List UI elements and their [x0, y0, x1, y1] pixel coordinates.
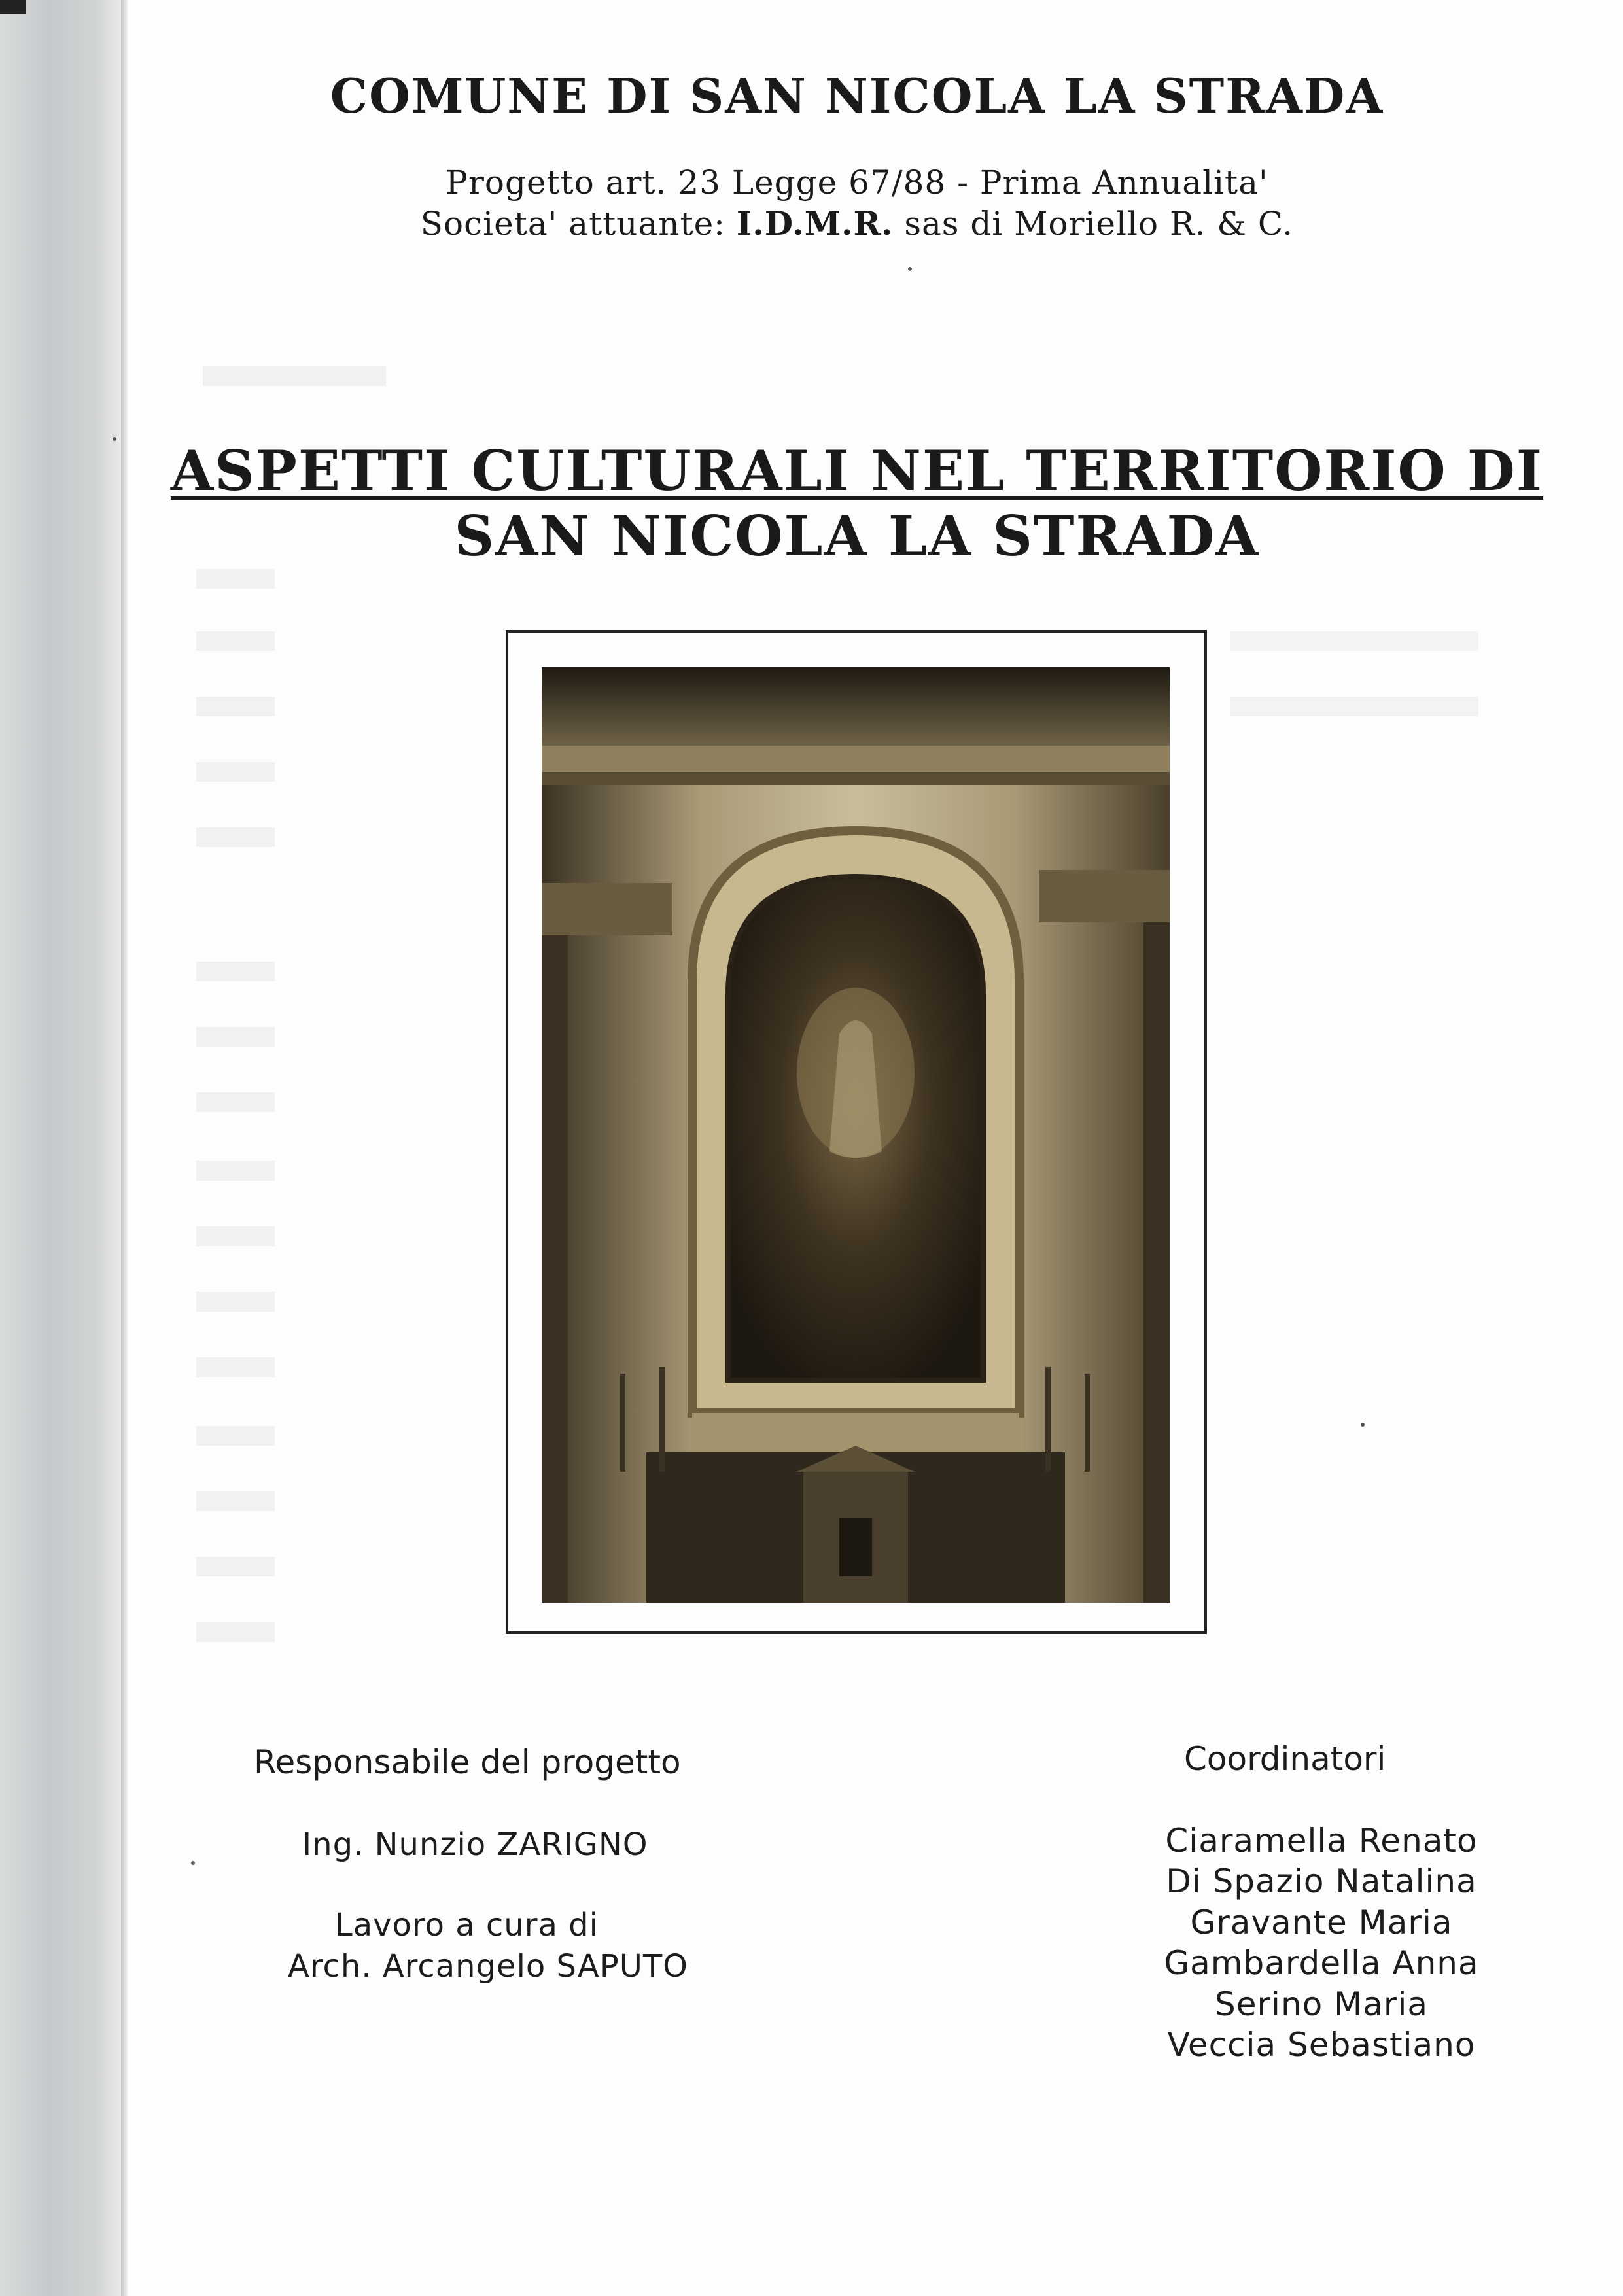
photo-cornice-shadow [542, 772, 1170, 785]
coordinators-heading: Coordinatori [1184, 1740, 1386, 1778]
implementing-company-details: sas di Moriello R. & C. [893, 205, 1294, 243]
scan-speck [191, 1861, 195, 1865]
scan-speck [908, 267, 912, 271]
scan-speck [113, 437, 116, 441]
responsible-name: Ing. Nunzio ZARIGNO [302, 1826, 648, 1863]
photo-shadow-left [542, 935, 568, 1603]
photo-cornice [542, 746, 1170, 772]
implementing-company [275, 204, 1439, 243]
municipality-name: COMUNE DI SAN NICOLA LA STRADA [330, 68, 1384, 124]
coordinator-name: Gambardella Anna [1164, 1944, 1479, 1982]
photo-candlestick [1045, 1367, 1051, 1472]
responsible-heading: Responsabile del progetto [254, 1743, 681, 1781]
photo-dome [542, 667, 1170, 746]
project-reference: Progetto art. 23 Legge 67/88 - Prima Annualita' [445, 164, 1268, 201]
coordinator-name: Ciaramella Renato [1165, 1822, 1478, 1860]
altar-photo [542, 667, 1170, 1603]
coordinator-name: Gravante Maria [1190, 1904, 1453, 1941]
photo-candlestick [1085, 1374, 1090, 1472]
corner-mark [0, 0, 26, 14]
work-by-name: Arch. Arcangelo SAPUTO [288, 1948, 688, 1985]
photo-capital-left [542, 883, 672, 935]
photo-shadow-right [1143, 922, 1170, 1603]
work-by-label: Lavoro a cura di [335, 1907, 599, 1943]
document-title-line-2: SAN NICOLA LA STRADA [454, 504, 1260, 568]
scan-speck [1361, 1423, 1365, 1427]
photo-tabernacle-door [839, 1518, 872, 1576]
photo-candlestick [659, 1367, 665, 1472]
document-title-line-1: ASPETTI CULTURALI NEL TERRITORIO DI [170, 438, 1544, 503]
binding-edge [121, 0, 128, 2296]
photo-capital-right [1039, 870, 1170, 922]
photo-candlestick [620, 1374, 625, 1472]
implementing-company-name: I.D.M.R. [736, 204, 894, 243]
coordinator-name: Di Spazio Natalina [1166, 1862, 1477, 1900]
coordinator-name: Veccia Sebastiano [1167, 2026, 1476, 2064]
implementing-company-label: Societa' attuante: [420, 205, 737, 243]
binding-strip [0, 0, 121, 2296]
coordinator-name: Serino Maria [1215, 1985, 1428, 2023]
